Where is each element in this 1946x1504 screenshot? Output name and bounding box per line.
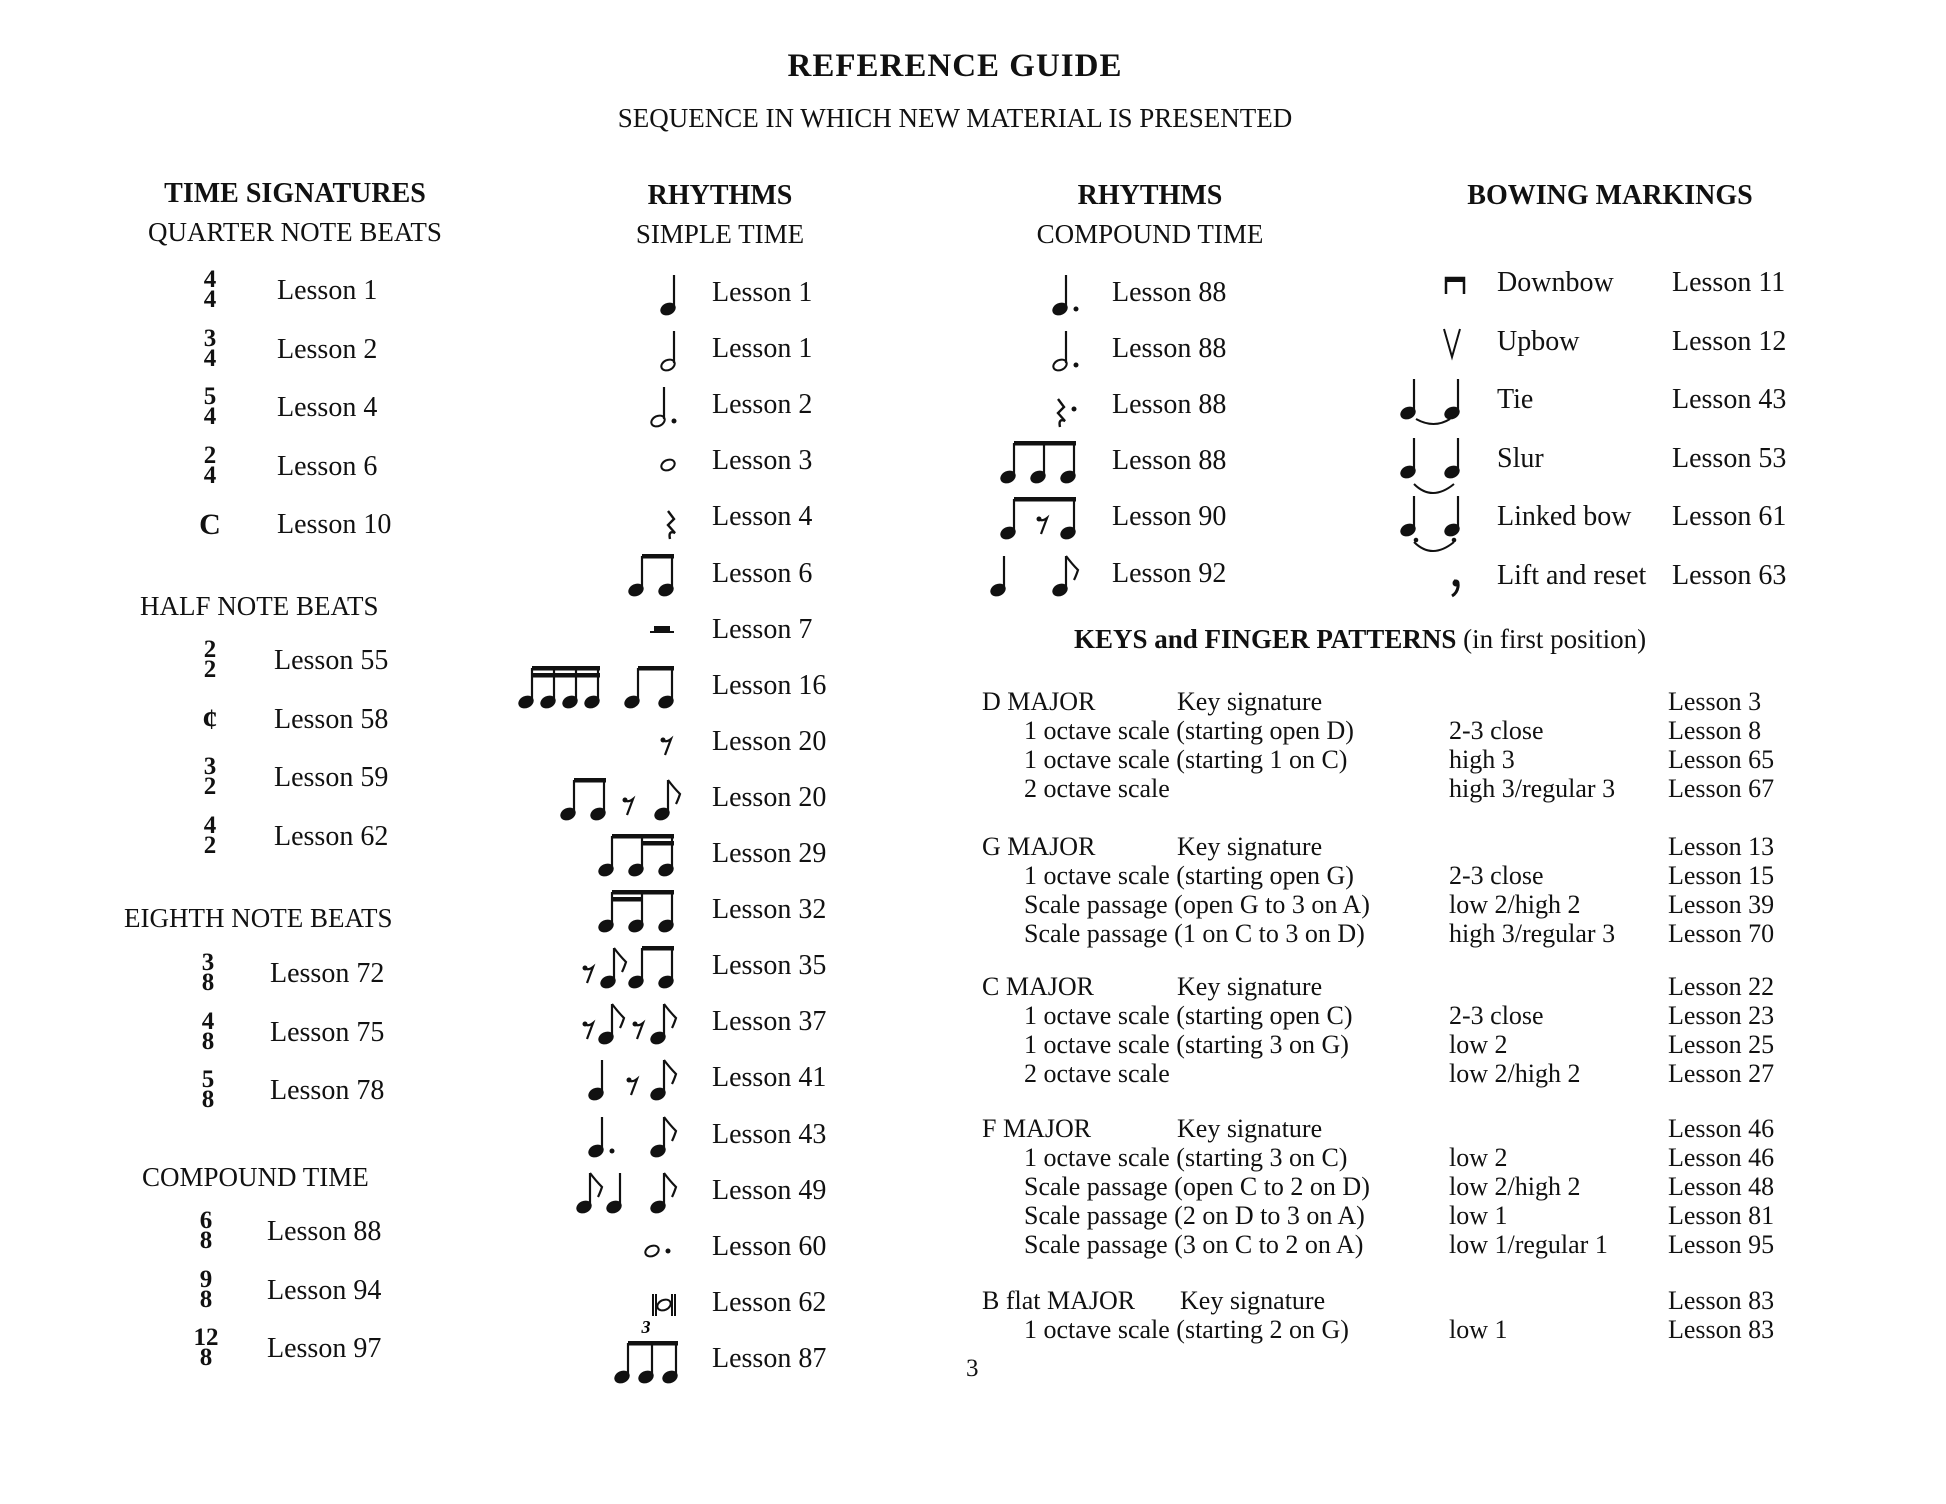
upbow-icon [1470, 343, 1471, 344]
lesson-label: Lesson 62 [712, 1286, 827, 1318]
time-signature-top: 6 [199, 1207, 213, 1234]
lesson-label: Lesson 97 [267, 1333, 382, 1364]
scale-description: Scale passage (open G to 3 on A) [1024, 890, 1370, 919]
lesson-label: Lesson 59 [274, 762, 389, 793]
scale-description: Scale passage (3 on C to 2 on A) [1024, 1230, 1364, 1259]
time-signature-top: 3 [203, 753, 217, 780]
time-signature [190, 383, 230, 430]
dotted-quarter-note-icon [1082, 293, 1083, 294]
finger-pattern: high 3/regular 3 [1449, 919, 1616, 948]
bowing-name: Downbow [1497, 267, 1614, 298]
time-signature [190, 441, 230, 489]
eighth-two-sixteenths-icon [680, 854, 681, 855]
eighth-note-beats-label: EIGHTH NOTE BEATS [124, 903, 393, 933]
lesson-label: Lesson 7 [712, 613, 813, 645]
scale-description: Scale passage (open C to 2 on D) [1024, 1172, 1370, 1201]
lesson-label: Lesson 49 [712, 1174, 827, 1206]
lesson-label: Lesson 32 [712, 894, 827, 926]
lesson-label: Lesson 81 [1668, 1201, 1775, 1230]
page-subtitle: SEQUENCE IN WHICH NEW MATERIAL IS PRESENTED [617, 103, 1293, 133]
time-signature-bottom: 8 [201, 969, 215, 996]
simple-time-label: SIMPLE TIME [635, 219, 805, 249]
finger-pattern: low 1/regular 1 [1449, 1230, 1608, 1259]
scale-description: 1 octave scale (starting 1 on C) [1024, 745, 1348, 774]
time-signature [190, 811, 230, 859]
half-note-icon [680, 349, 681, 350]
page-number: 3 [966, 1355, 979, 1382]
time-signature [190, 266, 230, 313]
lesson-label: Lesson 75 [270, 1016, 385, 1048]
key-name: G MAJOR [982, 832, 1096, 861]
scale-description: 1 octave scale (starting 3 on G) [1024, 1030, 1349, 1059]
dotted-whole-note-icon [680, 1247, 681, 1248]
lesson-label: Lesson 6 [712, 557, 813, 589]
rhythms-compound-heading: RHYTHMS [1077, 180, 1223, 211]
lesson-label: Lesson 63 [1672, 559, 1787, 591]
lesson-label: Lesson 92 [1112, 557, 1227, 589]
compound-time-rhythms-label: COMPOUND TIME [1036, 219, 1264, 249]
triplet-icon [641, 1316, 681, 1360]
time-signature [188, 949, 228, 996]
lesson-label: Lesson 23 [1668, 1001, 1775, 1030]
time-signature-bottom: 2 [203, 656, 217, 683]
slur-icon [1470, 460, 1471, 461]
key-name: D MAJOR [982, 687, 1096, 716]
lesson-label: Lesson 95 [1668, 1230, 1775, 1259]
key-signature-label: Key signature [1177, 832, 1323, 861]
compound-time-label: COMPOUND TIME [142, 1162, 369, 1192]
lesson-label: Lesson 53 [1672, 442, 1787, 474]
time-signature-top: 3 [203, 324, 217, 352]
bowing-name: Lift and reset [1497, 559, 1647, 591]
lesson-label: Lesson 37 [712, 1006, 827, 1038]
time-signature [188, 1066, 228, 1113]
finger-pattern: 2-3 close [1449, 861, 1544, 890]
dotted-quarter-eighth-icon [680, 1135, 681, 1136]
finger-pattern: low 2/high 2 [1449, 1059, 1581, 1088]
time-signature-bottom: 4 [203, 461, 217, 489]
time-signature [186, 1265, 226, 1313]
lesson-label: Lesson 87 [712, 1342, 827, 1374]
lesson-label: Lesson 88 [1112, 333, 1227, 365]
lesson-label: Lesson 20 [712, 781, 827, 813]
lift-and-reset-icon [1470, 577, 1471, 578]
lesson-label: Lesson 3 [1668, 687, 1762, 716]
time-signature-bottom: 2 [203, 773, 217, 800]
dotted-half-note-icon [680, 405, 681, 406]
quarter-note-icon [680, 293, 681, 294]
quarter-rest-icon [680, 517, 681, 518]
time-signature [190, 324, 230, 372]
downbow-icon [1470, 284, 1471, 285]
time-signature-bottom: 4 [203, 286, 217, 313]
lesson-label: Lesson 20 [712, 725, 827, 757]
time-signature-top: 2 [203, 636, 217, 663]
half-rest-icon [680, 630, 681, 631]
time-signature-bottom: 8 [199, 1285, 213, 1313]
lesson-label: Lesson 2 [712, 389, 813, 421]
time-signature-bottom: 2 [203, 831, 217, 859]
lesson-label: Lesson 46 [1668, 1114, 1775, 1143]
finger-pattern: low 2/high 2 [1449, 1172, 1581, 1201]
time-signature-top: 4 [203, 811, 217, 839]
sixteenths-and-eighths-icon [680, 686, 681, 687]
lesson-label: Lesson 15 [1668, 861, 1775, 890]
lesson-label: Lesson 8 [1668, 716, 1762, 745]
lesson-label: Lesson 1 [712, 277, 813, 308]
lesson-label: Lesson 12 [1672, 325, 1787, 357]
lesson-label: Lesson 88 [1112, 445, 1227, 477]
eighth-quarter-eighth-icon [680, 1191, 681, 1192]
lesson-label: Lesson 1 [712, 333, 813, 365]
tie-icon [1470, 401, 1471, 402]
time-signature-top: 3 [201, 949, 215, 976]
lesson-label: Lesson 46 [1668, 1143, 1775, 1172]
lesson-label: Lesson 25 [1668, 1030, 1775, 1059]
double-whole-note-icon [680, 1303, 681, 1304]
lesson-label: Lesson 10 [277, 509, 392, 540]
finger-pattern: high 3 [1449, 745, 1515, 774]
time-signature-top: 4 [201, 1007, 215, 1035]
scale-description: 1 octave scale (starting open D) [1024, 716, 1354, 745]
lesson-label: Lesson 2 [277, 333, 378, 365]
time-signature-top: 5 [203, 383, 217, 410]
lesson-label: Lesson 6 [277, 450, 378, 482]
lesson-label: Lesson 43 [1672, 384, 1787, 415]
page-title: REFERENCE GUIDE [787, 48, 1123, 84]
time-signature [186, 1324, 226, 1371]
finger-pattern: low 2/high 2 [1449, 890, 1581, 919]
scale-description: 2 octave scale [1024, 774, 1170, 803]
lesson-label: Lesson 67 [1668, 774, 1775, 803]
rhythms-simple-heading: RHYTHMS [647, 180, 793, 211]
key-signature-label: Key signature [1177, 687, 1323, 716]
lesson-label: Lesson 43 [712, 1118, 827, 1150]
lesson-label: Lesson 22 [1668, 972, 1775, 1001]
half-note-beats-label: HALF NOTE BEATS [140, 591, 379, 621]
eighth-rest-icon [680, 742, 681, 743]
finger-pattern: low 1 [1449, 1201, 1508, 1230]
eighth-rest-eighth-beamed-icon [1082, 517, 1083, 518]
lesson-label: Lesson 3 [712, 445, 813, 477]
whole-note-icon [680, 461, 681, 462]
time-signature-bottom: 8 [201, 1027, 215, 1055]
lesson-label: Lesson 90 [1112, 501, 1227, 533]
beamed-eighths-icon [680, 574, 681, 575]
lesson-label: Lesson 58 [274, 703, 389, 735]
lesson-label: Lesson 83 [1668, 1315, 1775, 1344]
time-signature-top: 4 [203, 266, 217, 293]
eighths-rest-eighth-icon [680, 798, 681, 799]
bowing-name: Tie [1497, 384, 1534, 415]
scale-description: 2 octave scale [1024, 1059, 1170, 1088]
lesson-label: Lesson 4 [712, 501, 813, 533]
bowing-name: Linked bow [1497, 501, 1632, 532]
lesson-label: Lesson 35 [712, 950, 827, 982]
time-signature-bottom: 4 [203, 403, 217, 430]
lesson-label: Lesson 78 [270, 1075, 385, 1106]
time-signature-bottom: 4 [203, 344, 217, 372]
rest-eighth-rest-eighth-icon [680, 1022, 681, 1023]
lesson-label: Lesson 83 [1668, 1286, 1775, 1315]
lesson-label: Lesson 88 [267, 1216, 382, 1247]
dotted-quarter-rest-icon [1082, 405, 1083, 406]
quarter-rest-eighth-icon [680, 1078, 681, 1079]
finger-pattern: high 3/regular 3 [1449, 774, 1616, 803]
key-signature-label: Key signature [1177, 972, 1323, 1001]
lesson-label: Lesson 41 [712, 1062, 827, 1094]
finger-pattern: low 2 [1449, 1143, 1508, 1172]
time-signature-bottom: 8 [201, 1086, 215, 1113]
scale-description: 1 octave scale (starting open C) [1024, 1001, 1353, 1030]
time-signature [188, 1007, 228, 1055]
time-signature [190, 636, 230, 683]
lesson-label: Lesson 48 [1668, 1172, 1775, 1201]
scale-description: Scale passage (1 on C to 3 on D) [1024, 919, 1365, 948]
lesson-label: Lesson 72 [270, 958, 385, 989]
quarter-eighth-icon [1082, 574, 1083, 575]
key-signature-label: Key signature [1177, 1114, 1323, 1143]
linked-bow-icon [1470, 518, 1471, 519]
time-signature-top: 2 [203, 441, 217, 469]
finger-pattern: 2-3 close [1449, 716, 1544, 745]
bowing-name: Upbow [1497, 325, 1580, 357]
triplet-mark: 3 [641, 1316, 651, 1337]
key-name: B flat MAJOR [982, 1286, 1136, 1315]
lesson-label: Lesson 29 [712, 838, 827, 869]
rest-eighth-eighths-icon [680, 966, 681, 967]
lesson-label: Lesson 4 [277, 392, 378, 423]
dotted-half-note-icon [1082, 349, 1083, 350]
time-signatures-heading: TIME SIGNATURES [164, 178, 426, 209]
finger-pattern: low 2 [1449, 1030, 1508, 1059]
lesson-label: Lesson 94 [267, 1274, 382, 1306]
keys-heading-bold: KEYS and FINGER PATTERNS [1074, 624, 1457, 654]
time-signature-top: 9 [199, 1265, 213, 1293]
scale-description: 1 octave scale (starting 3 on C) [1024, 1143, 1348, 1172]
scale-description: 1 octave scale (starting open G) [1024, 861, 1354, 890]
lesson-label: Lesson 11 [1672, 267, 1786, 298]
quarter-note-beats-label: QUARTER NOTE BEATS [148, 217, 442, 247]
lesson-label: Lesson 39 [1668, 890, 1775, 919]
keys-heading-note: (in first position) [1456, 624, 1647, 654]
lesson-label: Lesson 62 [274, 820, 389, 852]
lesson-label: Lesson 88 [1112, 277, 1227, 308]
time-signature-bottom: 8 [199, 1227, 213, 1254]
time-signature-top: 5 [201, 1066, 215, 1093]
time-signature [186, 1207, 226, 1254]
scale-description: 1 octave scale (starting 2 on G) [1024, 1315, 1349, 1344]
time-signature-symbol: C [199, 508, 221, 541]
lesson-label: Lesson 1 [277, 275, 378, 306]
lesson-label: Lesson 65 [1668, 745, 1775, 774]
key-name: F MAJOR [982, 1114, 1092, 1143]
two-sixteenths-eighth-icon [680, 910, 681, 911]
lesson-label: Lesson 61 [1672, 501, 1787, 532]
keys-heading [1074, 624, 1646, 655]
finger-pattern: 2-3 close [1449, 1001, 1544, 1030]
bowing-name: Slur [1497, 442, 1544, 474]
time-signature-top: 12 [193, 1324, 219, 1351]
lesson-label: Lesson 27 [1668, 1059, 1775, 1088]
scale-description: Scale passage (2 on D to 3 on A) [1024, 1201, 1365, 1230]
lesson-label: Lesson 60 [712, 1230, 827, 1262]
key-signature-label: Key signature [1180, 1286, 1326, 1315]
time-signature-symbol: ¢ [202, 702, 218, 736]
lesson-label: Lesson 70 [1668, 919, 1775, 948]
bowing-markings-heading: BOWING MARKINGS [1467, 180, 1753, 211]
three-beamed-eighths-icon [1082, 461, 1083, 462]
lesson-label: Lesson 13 [1668, 832, 1775, 861]
lesson-label: Lesson 88 [1112, 389, 1227, 421]
lesson-label: Lesson 55 [274, 645, 389, 676]
lesson-label: Lesson 16 [712, 669, 827, 701]
time-signature [190, 753, 230, 800]
key-name: C MAJOR [982, 972, 1094, 1001]
time-signature-bottom: 8 [199, 1344, 213, 1371]
finger-pattern: low 1 [1449, 1315, 1508, 1344]
